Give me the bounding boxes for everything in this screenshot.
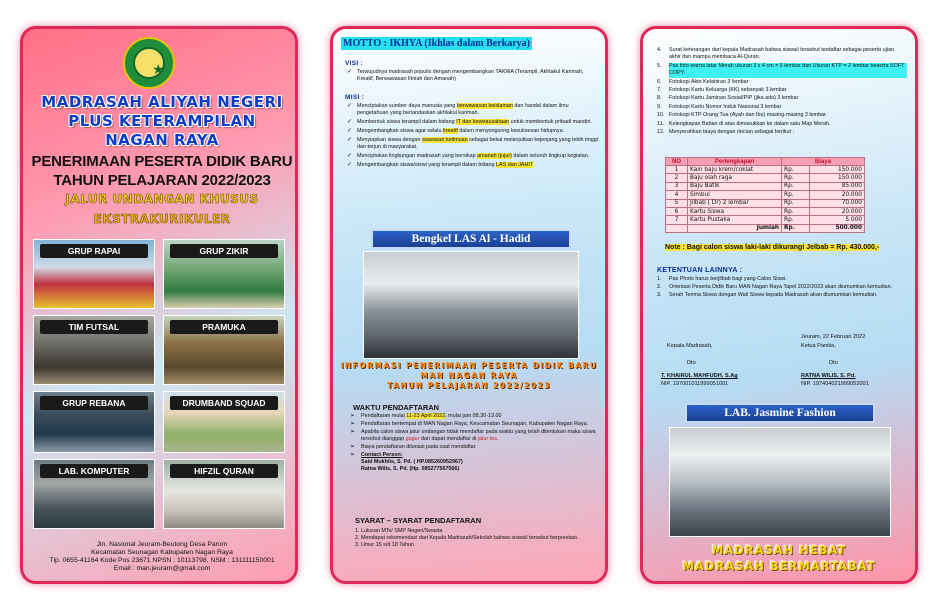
table-row: 5 Jilbab ( Dr) 2 lembar Rp. 70.000 [666, 199, 865, 207]
misi-item: ✓ Menciptakan lingkungan madrasah yang bersikap amanah (jujur) dalam seluruh lingkup kegiatan. [345, 153, 599, 160]
label-tim-futsal: TIM FUTSAL [40, 320, 148, 334]
ekstrakurikuler-heading: EKSTRAKURIKULER [93, 212, 231, 226]
table-total-row: Jumlah Rp. 500.000 [666, 224, 865, 232]
kepala-nip: NIP. 197001011999051001 [661, 381, 729, 387]
ketua-name: RATNA WILIS, S. Pd. [801, 373, 856, 379]
kepala-role: Kepala Madrasah, [667, 343, 713, 349]
visi-text: ✓ Terwujudnya madrasah populis dengan mengembangkan TAKWA (Terampil, Akhlakul Karimah, Kreatif, Berwawasan Ilmiah dan Amanah) [345, 69, 599, 83]
syarat-heading: SYARAT – SYARAT PENDAFTARAN [355, 516, 482, 525]
syarat-item: Menyerahkan biaya dengan rincian sebagai berikut : [669, 129, 794, 136]
misi-list [345, 103, 599, 171]
inner-panel [330, 26, 608, 584]
label-grup-zikir: GRUP ZIKIR [170, 244, 278, 258]
waktu-item: ➢ Biaya pendaftaran dilunasi pada saat mendaftar. [347, 444, 599, 451]
photo-lab-komputer [33, 459, 155, 529]
address-line-1: Jln. Nasional Jeuram-Beutong Desa Parom [96, 541, 228, 548]
welding-workshop-photo [363, 251, 579, 359]
label-grup-rapai: GRUP RAPAI [40, 244, 148, 258]
dto-left: Dto [687, 360, 696, 366]
ketentuan-heading: KETENTUAN LAINNYA : [657, 267, 743, 274]
syarat-item: Pas foto warna latar Merah ukuran 3 x 4 cm = 5 lembar dan Ukuran KTP = 2 lembar beserta SOFT COPY. [669, 63, 907, 78]
waktu-item: ➢ Apabila calon siswa jalur undangan tidak mendaftar pada waktu yang telah ditentukan maka siswa tersebut dianggap gugur dan dapat mendaftar di jalur tes. [347, 429, 599, 443]
waktu-item: ➢ Pendaftaran bertempat di MAN Nagan Raya, Keucamatan Seunagan, Kabupaten Nagan Raya. [347, 421, 599, 428]
syarat-item: Fotokopi Kartu Jaminan Sosial/PIP (jika ada) 3 lembar [669, 95, 799, 102]
photo-grup-zikir [163, 239, 285, 309]
table-row: 2 Baju olah raga Rp. 150.000 [666, 174, 865, 182]
bengkel-las-banner: Bengkel LAS Al - Hadid [371, 229, 571, 249]
email-line: Email : man.jeuram@gmail.com [113, 565, 211, 572]
photo-grup-rapai [33, 239, 155, 309]
ketua-nip: NIP. 197404021999052001 [801, 381, 869, 387]
kepala-name: T. KHAIRUL MAHFUDH, S.Ag [661, 373, 738, 379]
slogan-line-2: MADRASAH BERMARTABAT [682, 559, 876, 573]
school-title-line-2: PLUS KETERAMPILAN [68, 112, 256, 130]
school-title-line-3: NAGAN RAYA [105, 131, 219, 149]
syarat-item: 3. Umur 15 s/d 18 Tahun [355, 542, 414, 548]
table-row: 1 Kain baju krem/coklat Rp. 150.000 [666, 166, 865, 174]
address-line-3: Tlp. 0655-41164 Kode Pos 23671 NPSN : 10113798, NSM : 131111150001 [49, 557, 275, 564]
sewing-lab-photo [669, 427, 891, 537]
misi-item: ✓ Menciptakan sumber daya manusia yang berwawasan keislaman dan handal dalam ilmu pengetahuan yang berlandaskan akhlakul karimah. [345, 103, 599, 117]
visi-list [345, 69, 599, 85]
jasmine-fashion-banner: LAB. Jasmine Fashion [685, 403, 875, 423]
photo-drumband-squad [163, 391, 285, 453]
back-panel [640, 26, 918, 584]
ppdb-title: PENERIMAAN PESERTA DIDIK BARU [31, 153, 293, 170]
table-row: 4 Simbul Rp. 20.000 [666, 191, 865, 199]
jalur-heading: JALUR UNDANGAN KHUSUS [65, 192, 259, 206]
label-lab-komputer: LAB. KOMPUTER [40, 464, 148, 478]
waktu-item: ➢ Pendaftaran mulai 11-23 April 2022, mulai jam 08.30-13.00 [347, 413, 599, 420]
misi-item: ✓ Mengembangkan siswa/siswi yang terampil dalam bidang LAS dan JAHIT [345, 162, 599, 169]
ketentuan-item: Pas Photo harus berjilbab bagi yang Calon Siswi. [669, 276, 787, 282]
date-line: Jeuram, 22 Februari 2022 [801, 334, 866, 340]
photo-pramuka [163, 315, 285, 385]
kemenag-logo: ★ [123, 37, 175, 89]
misi-item: ✓ Mengembangkan siswa agar selalu kreatif dalam menyongsong kesuksesan hidupnya. [345, 128, 599, 135]
waktu-heading: WAKTU PENDAFTARAN [353, 403, 440, 412]
ketentuan-item: Orientasi Peserta Didik Baru MAN Nagan Raya Tapel 2022/2023 akan diumumkan kemudian. [669, 284, 893, 290]
label-drumband-squad: DRUMBAND SQUAD [170, 396, 278, 410]
label-grup-rebana: GRUP REBANA [40, 396, 148, 410]
table-row: 3 Baju Batik Rp. 85.000 [666, 182, 865, 190]
note-text: Note : Bagi calon siswa laki-laki dikurangi Jelbab = Rp. 430.000,- [665, 244, 880, 251]
table-row: 7 Kartu Pustaka Rp. 5.000 [666, 216, 865, 224]
table-row: 6 Kartu Siswa Rp. 20.000 [666, 207, 865, 215]
front-panel [20, 26, 298, 584]
ppdb-year: TAHUN PELAJARAN 2022/2023 [53, 172, 271, 189]
ketentuan-item: Serah Terima Siswa dengan Wali Siswa kepada Madrasah akan diumumkan kemudian. [669, 292, 878, 298]
school-title-line-1: MADRASAH ALIYAH NEGERI [41, 93, 283, 111]
syarat-item: Fotokopi KTP Orang Tua (Ayah dan Ibu) masing-masing 3 lembar. [669, 112, 828, 119]
info-line-2: MAN NAGAN RAYA [420, 371, 518, 380]
syarat-continued-list: 4. Surat keterangan dari kepala Madrasah bahwa siswa/i tersebut terdaftar sebagai peserta ujian akhir dan mampu membaca Al-Quran. 5. Pas foto warna latar Merah ukuran 3 x 4 cm = 5 lembar dan Ukuran KTP = 2 lembar beserta SOFT COPY. 6. Fotokopi Akte Kelahiran 3 lembar 7. Fotokopi Kartu Keluarga (KK) sebanyak 3 lembar 8. Fotokopi Kartu Jaminan Sosial/PIP (jika ada) 3 lembar 9. Fotokopi Kartu Nomor Induk Nasional 3 lembar 10. Fotokopi KTP Orang Tua (Ayah dan Ibu) masing-masing 3 lembar. 11. Kelengkapan Bahan di atas dimasukkan ke dalam satu Map Merah. 12. Menyerahkan biaya dengan rincian sebagai berikut : [657, 47, 907, 137]
syarat-item: Fotokopi Akte Kelahiran 3 lembar [669, 78, 749, 85]
waktu-list [347, 413, 599, 474]
syarat-item: Fotokopi Kartu Nomor Induk Nasional 3 lembar [669, 103, 782, 110]
visi-label: VISI : [345, 60, 364, 67]
table-header: NO Perlengkapan Biaya [666, 158, 865, 166]
label-pramuka: PRAMUKA [170, 320, 278, 334]
ketua-role: Ketua Panitia, [801, 343, 836, 349]
info-line-1: INFORMASI PENERIMAAN PESERTA DIDIK BARU [340, 361, 598, 370]
waktu-item: ➢ Contact Person: Said Mukhlis, S. Pd. ( HP.085260952967) Ratna Wilis, S. Pd. (Hp. 085277567566) [347, 452, 599, 473]
info-line-3: TAHUN PELAJARAN 2022/2023 [387, 381, 551, 390]
photo-tim-futsal [33, 315, 155, 385]
dto-right: Dto [829, 360, 838, 366]
misi-item: ✓ Membentuk siswa terampil dalam bidang IT dan kewirausahaan untuk membentuk pribadi mandiri. [345, 119, 599, 126]
syarat-item: Kelengkapan Bahan di atas dimasukkan ke dalam satu Map Merah. [669, 120, 831, 127]
motto: MOTTO : IKHYA (Ikhlas dalam Berkarya) [343, 38, 530, 49]
photo-hifzil-quran [163, 459, 285, 529]
label-hifzil-quran: HIFZIL QURAN [170, 464, 278, 478]
slogan-line-1: MADRASAH HEBAT [711, 543, 847, 557]
ketentuan-list: 1. Pas Photo harus berjilbab bagi yang Calon Siswi. 2. Orientasi Peserta Didik Baru MAN Nagan Raya Tapel 2022/2023 akan diumumkan kemudian. 3. Serah Terima Siswa dengan Wali Siswa kepada Madrasah akan diumumkan kemudian. [657, 276, 893, 298]
syarat-item: Surat keterangan dari kepala Madrasah bahwa siswa/i tersebut terdaftar sebagai peserta ujian akhir dan mampu membaca Al-Quran. [669, 47, 895, 61]
syarat-item: Fotokopi Kartu Keluarga (KK) sebanyak 3 lembar [669, 87, 787, 94]
address-line-2: Kecamatan Seunagan Kabupaten Nagan Raya [91, 549, 233, 556]
syarat-list [355, 528, 599, 549]
misi-label: MISI : [345, 94, 365, 101]
photo-grup-rebana [33, 391, 155, 453]
syarat-item: 2. Mendapat rekomendasi dari Kepala Madrasah/Sekolah bahwa siswa/i tersebut berprestasi. [355, 535, 579, 541]
misi-item: ✓ Menyiapkan siswa dengan wawasan keilmuan sebagai bekal melanjutkan kejenjang yang lebih tinggi dan terjun di masyarakat. [345, 137, 599, 151]
syarat-item: 1. Lulusan MTs/ SMP Negeri/Swasta [355, 528, 443, 534]
biaya-table [665, 157, 865, 233]
